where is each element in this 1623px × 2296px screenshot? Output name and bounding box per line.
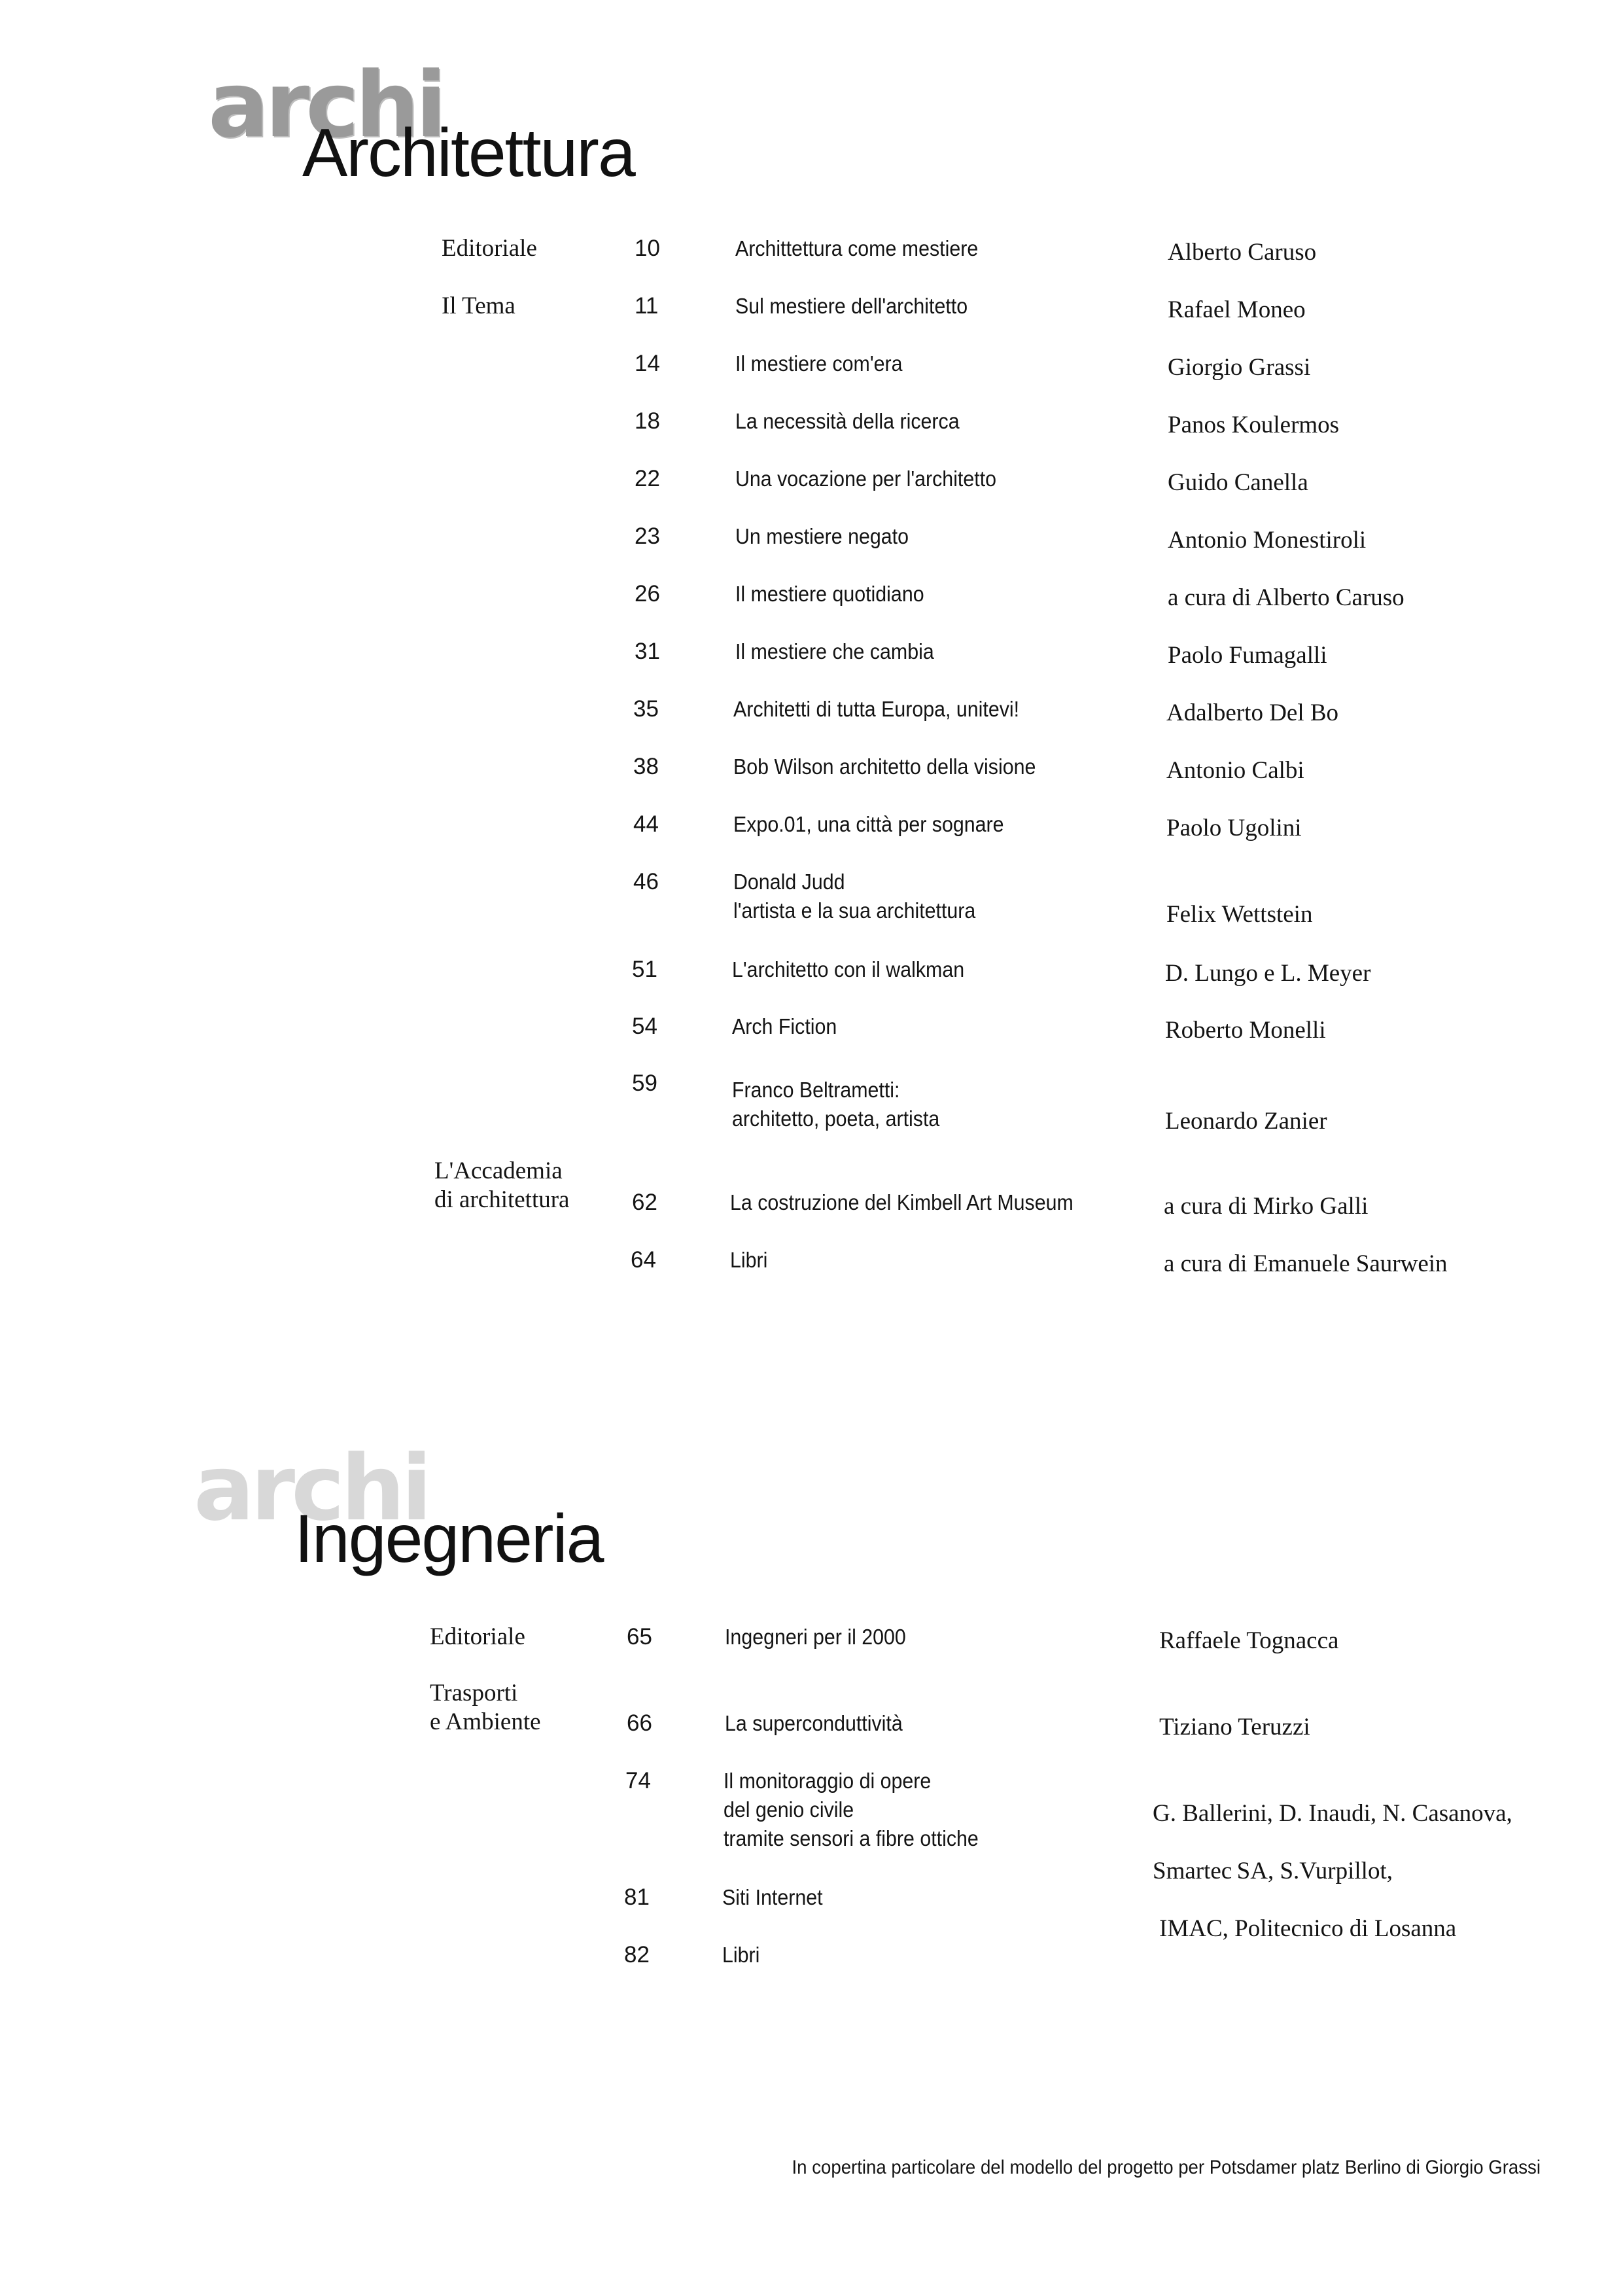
- article-author: Antonio Calbi: [1166, 757, 1304, 784]
- article-title: Siti Internet: [722, 1885, 823, 1909]
- section-label: Il Tema: [442, 292, 515, 319]
- article-title: La necessità della ricerca: [735, 409, 960, 433]
- article-title: Il mestiere com'era: [735, 351, 903, 376]
- author-line: G. Ballerini, D. Inaudi, N. Casanova,: [1153, 1800, 1512, 1827]
- author-line: , S.Vurpillot,: [1267, 1858, 1393, 1884]
- article-author: Tiziano Teruzzi: [1159, 1714, 1310, 1740]
- article-author: Alberto Caruso: [1168, 239, 1317, 266]
- page-number: 54: [632, 1014, 657, 1039]
- article-author: Panos Koulermos: [1168, 412, 1340, 438]
- page-number: 35: [633, 696, 659, 722]
- article-title: Una vocazione per l'architetto: [735, 467, 997, 491]
- article-title: Sul mestiere dell'architetto: [735, 294, 968, 318]
- article-author: Adalberto Del Bo: [1166, 699, 1339, 726]
- author-line: Smartec: [1153, 1858, 1232, 1884]
- page-number: 82: [624, 1942, 650, 1968]
- page-number: 62: [632, 1190, 657, 1215]
- article-title: Il monitoraggio di opere del genio civile tramite sensori a fibre ottiche: [724, 1769, 979, 1850]
- section-label: Editoriale: [442, 235, 537, 262]
- article-title: Architetti di tutta Europa, unitevi!: [733, 697, 1020, 721]
- article-author: Rafael Moneo: [1168, 296, 1306, 323]
- article-author: a cura di Alberto Caruso: [1168, 584, 1405, 611]
- article-title: Bob Wilson architetto della visione: [733, 754, 1036, 779]
- article-author: Leonardo Zanier: [1165, 1108, 1327, 1135]
- article-title: Expo.01, una città per sognare: [733, 812, 1004, 836]
- page-number: 81: [624, 1884, 650, 1910]
- article-author: a cura di Mirko Galli: [1164, 1193, 1369, 1220]
- article-title: La costruzione del Kimbell Art Museum: [730, 1190, 1073, 1214]
- page-number: 74: [625, 1768, 651, 1793]
- page-number: 26: [635, 581, 660, 607]
- author-line: , Politecnico di Losanna: [1222, 1915, 1457, 1942]
- section-title: Architettura: [302, 115, 635, 191]
- article-author: Paolo Ugolini: [1166, 815, 1302, 841]
- article-title: Libri: [730, 1248, 768, 1272]
- page-number: 59: [632, 1070, 657, 1096]
- article-author: [1153, 1771, 1512, 1943]
- page-number: 46: [633, 869, 659, 894]
- section-title: Ingegneria: [294, 1501, 603, 1577]
- article-title: Il mestiere quotidiano: [735, 582, 924, 606]
- article-title: La superconduttività: [725, 1711, 903, 1735]
- author-line: SA: [1236, 1858, 1268, 1884]
- page-number: 14: [635, 351, 660, 376]
- archi-logo-ghost: archi: [208, 52, 443, 158]
- article-author: a cura di Emanuele Saurwein: [1164, 1250, 1448, 1277]
- page-number: 23: [635, 523, 660, 549]
- article-author: Giorgio Grassi: [1168, 354, 1311, 381]
- archi-logo-ghost: archi: [194, 1436, 428, 1541]
- page-number: 31: [635, 639, 660, 664]
- article-author: D. Lungo e L. Meyer: [1165, 960, 1371, 987]
- article-title: Archittettura come mestiere: [735, 236, 979, 260]
- article-title: Ingegneri per il 2000: [725, 1625, 906, 1649]
- article-title: Un mestiere negato: [735, 524, 909, 548]
- article-title: Donald Judd l'artista e la sua architettura: [733, 870, 976, 923]
- page-number: 51: [632, 957, 657, 982]
- article-author: Felix Wettstein: [1166, 901, 1313, 928]
- article-author: Roberto Monelli: [1165, 1017, 1326, 1044]
- article-author: Paolo Fumagalli: [1168, 642, 1327, 669]
- page-number: 64: [631, 1247, 656, 1273]
- article-title: L'architetto con il walkman: [732, 957, 965, 981]
- article-title: Libri: [722, 1943, 760, 1967]
- section-label: L'Accademia di architettura: [434, 1157, 570, 1213]
- page-number: 44: [633, 811, 659, 837]
- article-author: Raffaele Tognacca: [1159, 1627, 1339, 1654]
- section-label: Editoriale: [430, 1623, 525, 1650]
- cover-caption: In copertina particolare del modello del progetto per Potsdamer platz Berlino di Giorgio Grassi: [792, 2157, 1541, 2178]
- article-author: Antonio Monestiroli: [1168, 527, 1367, 554]
- page-number: 65: [627, 1624, 652, 1650]
- author-line: IMAC: [1159, 1915, 1223, 1942]
- page-number: 10: [635, 236, 660, 261]
- page-number: 11: [635, 293, 659, 319]
- article-author: Guido Canella: [1168, 469, 1308, 496]
- article-title: Il mestiere che cambia: [735, 639, 934, 663]
- page-number: 66: [627, 1710, 652, 1736]
- article-title: Franco Beltrametti: architetto, poeta, artista: [732, 1078, 940, 1131]
- page-number: 18: [635, 408, 660, 434]
- section-label: Trasporti e Ambiente: [430, 1680, 541, 1735]
- page-number: 22: [635, 466, 660, 491]
- article-title: Arch Fiction: [732, 1014, 837, 1038]
- page-number: 38: [633, 754, 659, 779]
